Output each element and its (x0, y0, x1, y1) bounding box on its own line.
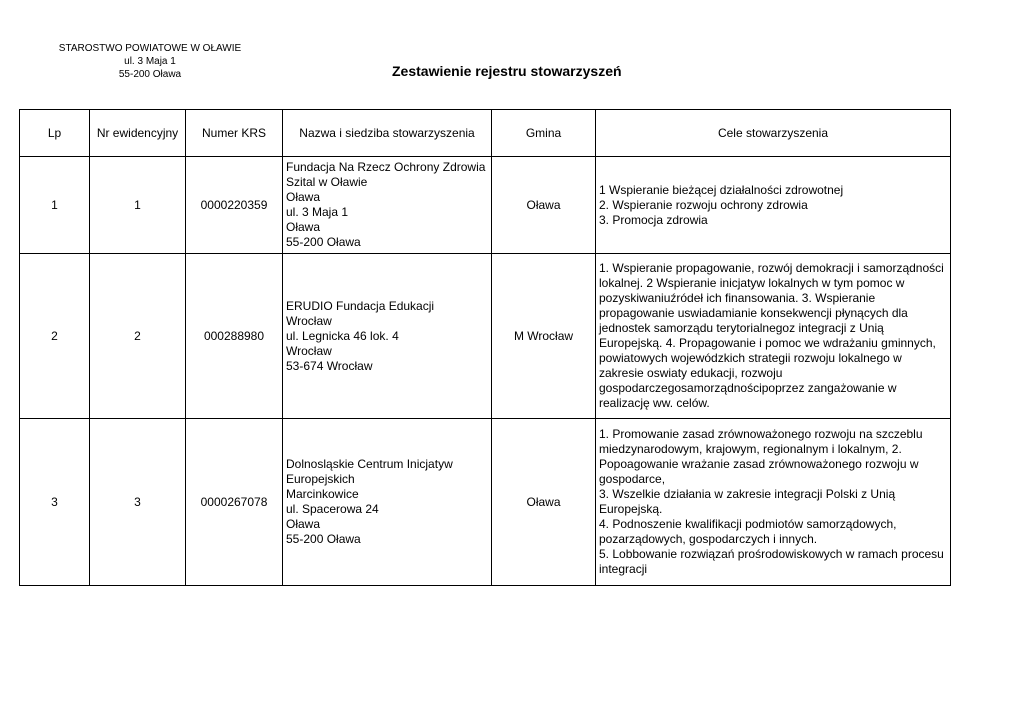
column-header-nazwa: Nazwa i siedziba stowarzyszenia (283, 110, 492, 157)
cele-line: Europejską. (599, 502, 663, 516)
cele-line: jednostek samorządu terytorialnegoz integracji z Unią (599, 321, 884, 335)
cele-line: 1. Wspieranie propagowanie, rozwój demokracji i samorządności (599, 261, 944, 275)
office-name: STAROSTWO POWIATOWE W OŁAWIE (58, 43, 242, 54)
cell-lp: 1 (20, 157, 90, 254)
nazwa-line: ERUDIO Fundacja Edukacji (286, 298, 435, 313)
cele-line: 3. Promocja zdrowia (599, 212, 708, 227)
cele-line: 1 Wspieranie bieżącej działalności zdrowotnej (599, 182, 844, 197)
cell-gmina: Oława (492, 157, 596, 254)
nazwa-line: Europejskich (286, 472, 355, 486)
nazwa-line: 55-200 Oława (286, 235, 361, 249)
office-header (40, 42, 260, 81)
cele-line: Europejską. 4. Propagowanie i pomoc we wdrażaniu gminnych, (599, 336, 936, 350)
cele-line: powiatowych wojewódzkich strategii rozwoju lokalnego w (599, 351, 902, 365)
nazwa-line: Wrocław (286, 313, 332, 328)
nazwa-line: Wrocław (286, 343, 332, 358)
cell-nr: 2 (90, 254, 186, 419)
nazwa-line: Oława (286, 190, 321, 204)
column-header-gmina: Gmina (492, 110, 596, 157)
cele-line: integracji (599, 562, 648, 576)
office-city: 55-200 Oława (118, 69, 182, 80)
nazwa-line: Oława (286, 517, 321, 531)
cele-line: lokalnej. 2 Wspieranie inicjatyw lokalnych w tym pomoc w (599, 276, 905, 290)
cell-nr: 3 (90, 419, 186, 586)
registry-table (19, 109, 951, 586)
cell-nazwa (283, 157, 492, 254)
cele-line: gospodarce, (599, 472, 666, 486)
cell-krs: 0000220359 (186, 157, 283, 254)
cell-krs: 0000267078 (186, 419, 283, 586)
cell-nazwa (283, 419, 492, 586)
cele-line: realizację ww. celów. (599, 396, 710, 410)
nazwa-line: Oława (286, 220, 321, 234)
nazwa-line: Marcinkowice (286, 487, 359, 501)
cell-gmina: M Wrocław (492, 254, 596, 419)
cell-nr: 1 (90, 157, 186, 254)
nazwa-line: ul. 3 Maja 1 (286, 205, 349, 219)
cele-line: miedzynarodowym, krajowym, regionalnym i lokalnym, 2. (599, 442, 902, 456)
cele-line: 2. Wspieranie rozwoju ochrony zdrowia (599, 197, 808, 212)
cele-line: 1. Promowanie zasad zrównoważonego rozwoju na szczeblu (599, 427, 923, 441)
cell-cele (596, 157, 951, 254)
nazwa-line: 55-200 Oława (286, 532, 361, 546)
cele-line: pozyskiwaniuźródeł ich finansowania. 3. Wspieranie (599, 291, 876, 305)
cell-lp: 2 (20, 254, 90, 419)
column-header-nr: Nr ewidencyjny (90, 110, 186, 157)
column-header-krs: Numer KRS (186, 110, 283, 157)
cell-cele (596, 419, 951, 586)
nazwa-line: 53-674 Wrocław (286, 358, 373, 373)
cell-lp: 3 (20, 419, 90, 586)
nazwa-line: ul. Spacerowa 24 (286, 502, 379, 516)
column-header-lp: Lp (20, 110, 90, 157)
cell-nazwa (283, 254, 492, 419)
cele-line: 4. Podnoszenie kwalifikacji podmiotów samorządowych, (599, 517, 897, 531)
table-row (20, 419, 951, 586)
cele-line: 5. Lobbowanie rozwiązań prośrodowiskowych w ramach procesu (599, 547, 944, 561)
table-header-row (20, 110, 951, 157)
cell-gmina: Oława (492, 419, 596, 586)
cell-krs: 000288980 (186, 254, 283, 419)
table-row (20, 157, 951, 254)
cele-line: gospodarczegosamorządnościpoprzez zangażowanie w (599, 381, 897, 395)
nazwa-line: Szital w Oławie (286, 175, 368, 189)
nazwa-line: Fundacja Na Rzecz Ochrony Zdrowia (286, 160, 486, 174)
cele-line: Popoagowanie wrażanie zasad zrównoważonego rozwoju w (599, 457, 919, 471)
cele-line: zakresie oswiaty edukacji, rozwoju (599, 366, 783, 380)
column-header-cele: Cele stowarzyszenia (596, 110, 951, 157)
table-row (20, 254, 951, 419)
nazwa-line: ul. Legnicka 46 lok. 4 (286, 328, 399, 343)
cell-cele (596, 254, 951, 419)
cele-line: pozarządowych, gospodarczych i innych. (599, 532, 818, 546)
cele-line: propagowanie uswiadamianie konsekwencji płynących dla (599, 306, 908, 320)
office-street: ul. 3 Maja 1 (124, 56, 176, 67)
page-title: Zestawienie rejestru stowarzyszeń (392, 63, 622, 79)
nazwa-line: Dolnosląskie Centrum Inicjatyw (286, 457, 453, 471)
cele-line: 3. Wszelkie działania w zakresie integracji Polski z Unią (599, 487, 896, 501)
